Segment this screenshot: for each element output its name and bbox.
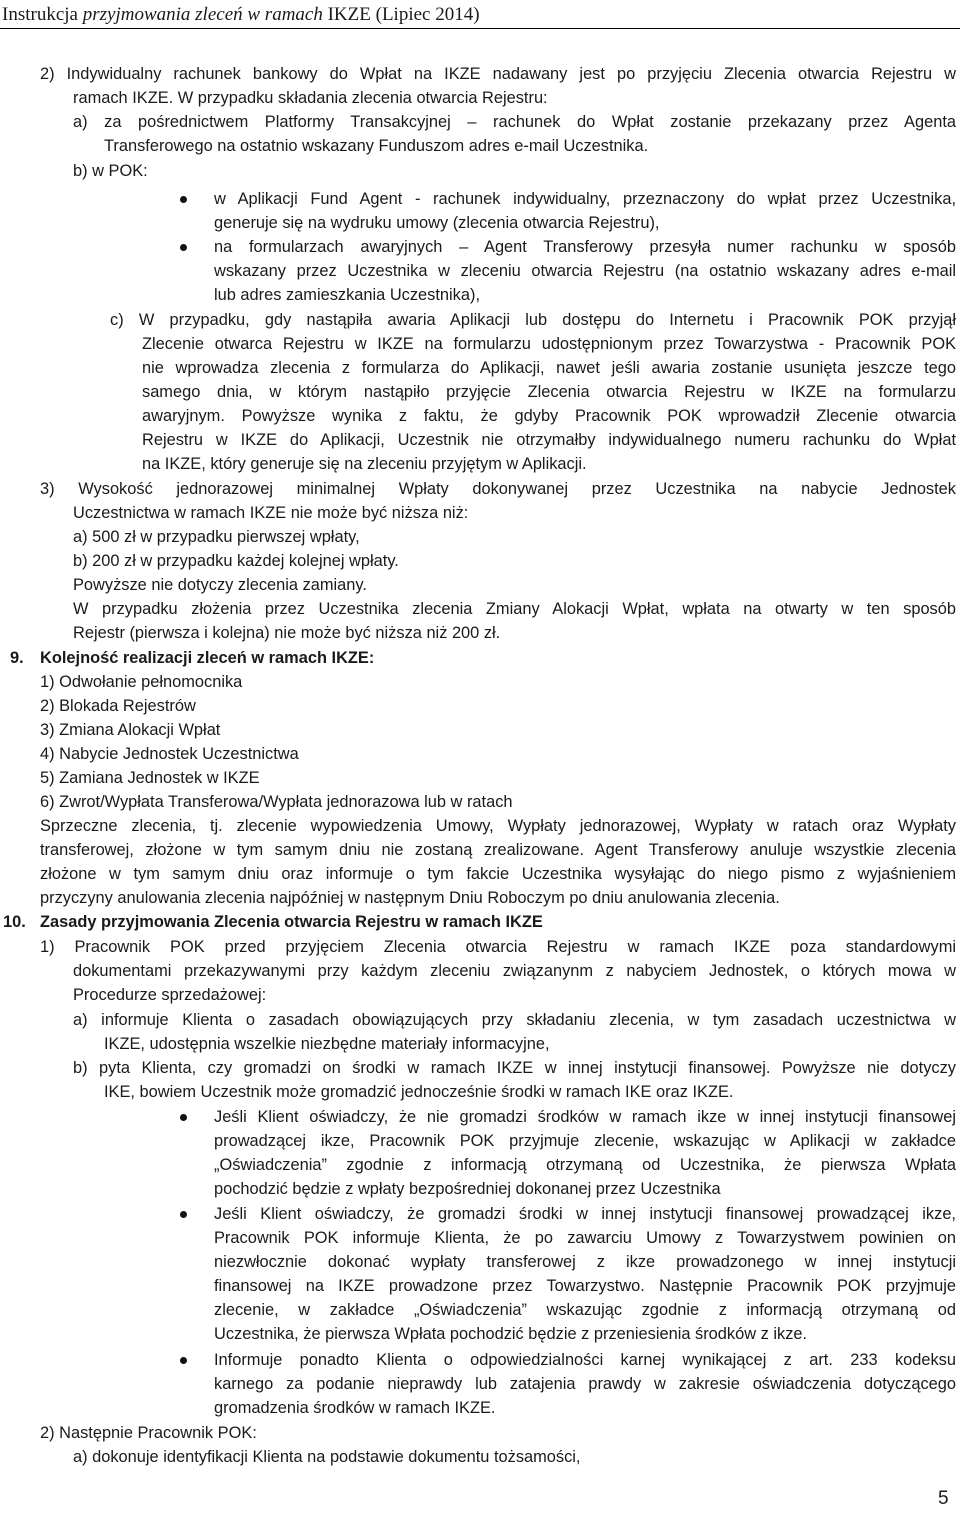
header-title-italic: przyjmowania zleceń w ramach: [82, 4, 323, 25]
bullet-icon: [180, 244, 187, 251]
text-line: 3) Wysokość jednorazowej minimalnej Wpłaty dokonywanej przez Uczestnika na nabycie Jednostek: [40, 480, 956, 498]
text-line: na formularzach awaryjnych – Agent Transferowy przesyła numer rachunku w sposób: [214, 238, 956, 256]
header-rule: [0, 28, 960, 29]
text-line: finansowej na IKZE prowadzone przez Towarzystwo. Następnie Pracownik POK przyjmuje: [214, 1277, 956, 1295]
bullet-icon: [180, 1114, 187, 1121]
section-heading: Kolejność realizacji zleceń w ramach IKZE:: [40, 649, 375, 667]
text-line: W przypadku złożenia przez Uczestnika zlecenia Zmiany Alokacji Wpłat, wpłata na otwarty w ten sposób: [73, 600, 956, 618]
bullet-icon: [180, 196, 187, 203]
text-line: Jeśli Klient oświadczy, że gromadzi środki w innej instytucji finansowej prowadzącej ikze,: [214, 1205, 956, 1223]
text-line: prowadzącej ikze, Pracownik POK przyjmuje zlecenie, wskazując w Aplikacji w zakładce: [214, 1132, 956, 1150]
text-line: Sprzeczne zlecenia, tj. zlecenie wypowiedzenia Umowy, Wypłaty jednorazowej, Wypłaty w ratach oraz Wypłaty: [40, 817, 956, 835]
text-line: przyczyny anulowania zlecenia najpóźniej w następnym Dniu Roboczym po dniu anulowania zlecenia.: [40, 889, 780, 907]
text-line: b) 200 zł w przypadku każdej kolejnej wpłaty.: [73, 552, 399, 570]
text-line: generuje się na wydruku umowy (zlecenia otwarcia Rejestru),: [214, 214, 660, 232]
text-line: wskazany przez Uczestnika w zleceniu otwarcia Rejestru (na ostatnio wskazany adres e-mail: [214, 262, 956, 280]
text-line: lub adres zamieszkania Uczestnika),: [214, 286, 481, 304]
text-line: 2) Indywidualny rachunek bankowy do Wpłat na IKZE nadawany jest po przyjęciu Zlecenia otwarcia Rejestru w: [40, 65, 956, 83]
section-number: 10.: [3, 913, 26, 931]
text-line: b) pyta Klienta, czy gromadzi on środki w ramach IKZE w innej instytucji finansowej. Powyższe nie dotyczy: [73, 1059, 956, 1077]
text-line: 1) Pracownik POK przed przyjęciem Zlecenia otwarcia Rejestru w ramach IKZE poza standardowymi: [40, 938, 956, 956]
text-line: b) w POK:: [73, 162, 148, 180]
text-line: a) za pośrednictwem Platformy Transakcyjnej – rachunek do Wpłat zostanie przekazany przez Agenta: [73, 113, 956, 131]
list-item: 3) Zmiana Alokacji Wpłat: [40, 721, 221, 739]
section-number: 9.: [10, 649, 24, 667]
text-line: Transferowego na ostatnio wskazany Funduszom adres e-mail Uczestnika.: [104, 137, 649, 155]
text-line: awaryjnym. Powyższe wynika z faktu, że gdyby Pracownik POK wprowadził Zlecenie otwarcia: [142, 407, 956, 425]
text-line: IKZE, udostępnia wszelkie niezbędne materiały informacyjne,: [104, 1035, 550, 1053]
text-line: Jeśli Klient oświadczy, że nie gromadzi środków w ramach ikze w innej instytucji finansowej: [214, 1108, 956, 1126]
text-line: nie wprowadza zlecenia z formularza do Aplikacji, nawet jeśli awaria zostanie usunięta jeszcze tego: [142, 359, 956, 377]
text-line: niezwłocznie dokonać wypłaty transferowej z ikze prowadzonego w innej instytucji: [214, 1253, 956, 1271]
text-line: Pracownik POK informuje Klienta, że po zawarciu Umowy z Towarzystwem powinien on: [214, 1229, 956, 1247]
text-line: „Oświadczenia” zgodnie z informacją otrzymaną od Uczestnika, że pierwsza Wpłata: [214, 1156, 956, 1174]
text-line: Procedurze sprzedażowej:: [73, 986, 267, 1004]
page-header: [0, 0, 960, 33]
list-item: 1) Odwołanie pełnomocnika: [40, 673, 243, 691]
bullet-icon: [180, 1211, 187, 1218]
text-line: c) W przypadku, gdy nastąpiła awaria Aplikacji lub dostępu do Internetu i Pracownik POK przyjął: [110, 311, 956, 329]
text-line: złożone w tym samym dniu oraz informuje o tym fakcie Uczestnika wysyłając do niego pismo z wyjaśnieniem: [40, 865, 956, 883]
text-line: pochodzić będzie z wpłaty bezpośredniej dokonanej przez Uczestnika: [214, 1180, 721, 1198]
text-line: w Aplikacji Fund Agent - rachunek indywidualny, przeznaczony do wpłat przez Uczestnika,: [214, 190, 956, 208]
text-line: transferowej, złożone w tym samym dniu nie zostaną zrealizowane. Agent Transferowy anuluje wszystkie zlecenia: [40, 841, 956, 859]
text-line: a) informuje Klienta o zasadach obowiązujących przy składaniu zlecenia, w tym zasadach uczestnictwa w: [73, 1011, 956, 1029]
text-line: karnego za podanie nieprawdy lub zatajenia prawdy w zakresie oświadczenia dotyczącego: [214, 1375, 956, 1393]
text-line: Powyższe nie dotyczy zlecenia zamiany.: [73, 576, 367, 594]
text-line: a) dokonuje identyfikacji Klienta na podstawie dokumentu tożsamości,: [73, 1448, 581, 1466]
text-line: IKE, bowiem Uczestnik może gromadzić jednocześnie środki w ramach IKE oraz IKZE.: [104, 1083, 734, 1101]
text-line: zlecenie, w zakładce „Oświadczenia” wskazując zgodnie z informacją otrzymaną od: [214, 1301, 956, 1319]
header-title: Instrukcja przyjmowania zleceń w ramach IKZE (Lipiec 2014): [2, 4, 480, 25]
text-line: gromadzenia środków w ramach IKZE.: [214, 1399, 496, 1417]
text-line: na IKZE, który generuje się na zleceniu przyjętym w Aplikacji.: [142, 455, 587, 473]
list-item: 6) Zwrot/Wypłata Transferowa/Wypłata jednorazowa lub w ratach: [40, 793, 513, 811]
list-item: 4) Nabycie Jednostek Uczestnictwa: [40, 745, 299, 763]
text-line: Uczestnictwa w ramach IKZE nie może być niższa niż:: [73, 504, 469, 522]
section-heading: Zasady przyjmowania Zlecenia otwarcia Rejestru w ramach IKZE: [40, 913, 543, 931]
list-item: 5) Zamiana Jednostek w IKZE: [40, 769, 260, 787]
text-line: Informuje ponadto Klienta o odpowiedzialności karnej wynikającej z art. 233 kodeksu: [214, 1351, 956, 1369]
text-line: samego dnia, w którym nastąpiło przyjęcie Zlecenia otwarcia Rejestru w IKZE na formularzu: [142, 383, 956, 401]
text-line: Uczestnika, że pierwsza Wpłata pochodzić będzie z przeniesienia środków z ikze.: [214, 1325, 808, 1343]
text-line: Zlecenie otwarca Rejestru w IKZE na formularzu udostępnionym przez Towarzystwa - Pracownik POK: [142, 335, 956, 353]
bullet-icon: [180, 1357, 187, 1364]
text-line: ramach IKZE. W przypadku składania zlecenia otwarcia Rejestru:: [73, 89, 548, 107]
text-line: dokumentami przekazywanymi przy każdym zleceniu związanynm z nabyciem Jednostek, o których mowa w: [73, 962, 956, 980]
text-line: Rejestru w IKZE do Aplikacji, Uczestnik nie otrzymałby indywidualnego numeru rachunku do Wpłat: [142, 431, 956, 449]
text-line: a) 500 zł w przypadku pierwszej wpłaty,: [73, 528, 360, 546]
page-number: 5: [938, 1488, 949, 1509]
text-line: Rejestr (pierwsza i kolejna) nie może być niższa niż 200 zł.: [73, 624, 501, 642]
text-line: 2) Następnie Pracownik POK:: [40, 1424, 257, 1442]
list-item: 2) Blokada Rejestrów: [40, 697, 196, 715]
